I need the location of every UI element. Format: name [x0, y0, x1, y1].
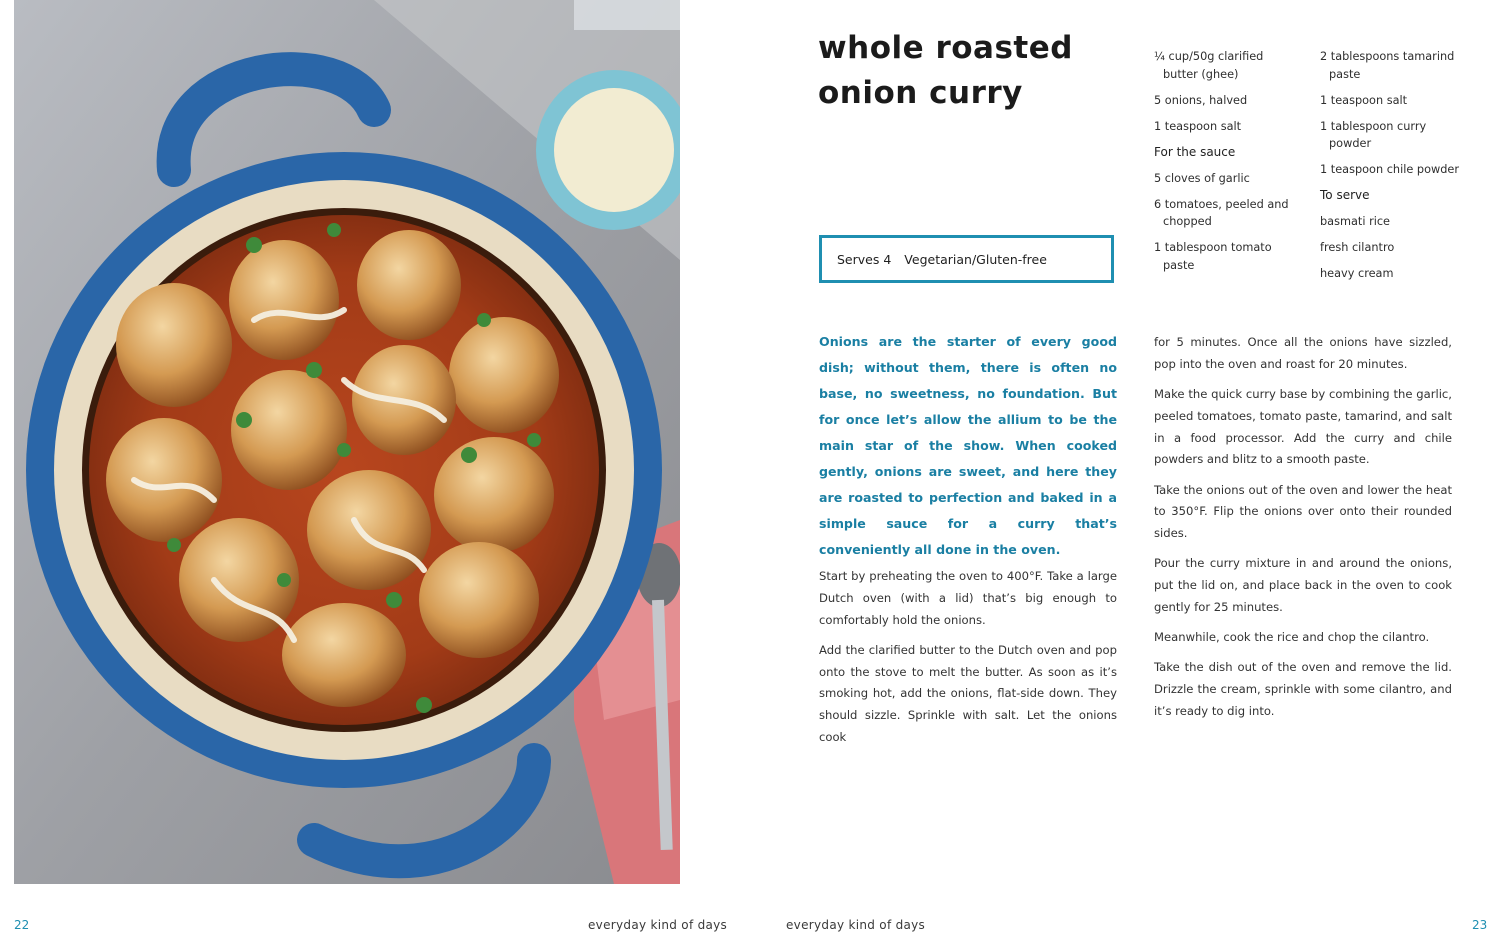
ingredients-column-2	[1320, 48, 1470, 291]
ingredient-item: 1 teaspoon salt	[1154, 119, 1242, 133]
ingredient-item: 5 onions, halved	[1154, 93, 1248, 107]
left-running-head: everyday kind of days	[588, 918, 728, 932]
method-column-1	[819, 566, 1117, 757]
method-paragraph: Take the onions out of the oven and lower the heat to 350°F. Flip the onions over onto their rounded sides.	[1154, 482, 1452, 541]
ingredient-item: fresh cilantro	[1320, 241, 1395, 254]
left-page-number: 22	[14, 918, 30, 932]
ingredient-item: 1 teaspoon chile powder	[1320, 163, 1459, 176]
ingredient-item: 1 teaspoon salt	[1320, 93, 1408, 107]
ingredient-item: 1 tablespoon tomato paste	[1154, 241, 1272, 272]
ingredient-subheading: To serve	[1320, 188, 1370, 202]
recipe-intro: Onions are the starter of every good dish; without them, there is often no base, no sweetness, no foundation. But for once let’s allow the allium to be the main star of the show. When cooked gently, onions are sweet, and here they are roasted to perfection and baked in a simple sauce for a curry that’s conveniently all done in the oven.	[819, 334, 1117, 557]
ingredient-item: ¼ cup/50g clarified butter (ghee)	[1154, 50, 1264, 81]
ingredient-item: 1 tablespoon curry powder	[1320, 119, 1427, 150]
ingredient-item: heavy cream	[1320, 267, 1394, 280]
recipe-title: whole roasted onion curry	[818, 30, 1073, 111]
diet-label: Vegetarian/Gluten-free	[904, 251, 1047, 267]
method-paragraph: Add the clarified butter to the Dutch oven and pop onto the stove to melt the butter. As soon as it’s smoking hot, add the onions, flat-side down. They should sizzle. Sprinkle with salt. Let the onions cook	[819, 642, 1117, 744]
serves-label: Serves 4	[837, 251, 892, 267]
right-running-head: everyday kind of days	[786, 918, 926, 932]
method-column-2	[1154, 332, 1452, 731]
method-paragraph: Pour the curry mixture in and around the onions, put the lid on, and place back in the oven to cook gently for 25 minutes.	[1154, 556, 1452, 614]
onion-curry-illustration	[14, 0, 680, 884]
ingredient-subheading: For the sauce	[1154, 144, 1236, 159]
method-paragraph: Start by preheating the oven to 400°F. Take a large Dutch oven (with a lid) that’s big enough to comfortably hold the onions.	[819, 569, 1117, 627]
ingredient-item: 6 tomatoes, peeled and chopped	[1154, 197, 1289, 228]
ingredient-item: 5 cloves of garlic	[1154, 171, 1250, 185]
serves-box	[819, 235, 1114, 283]
ingredient-item: basmati rice	[1320, 215, 1391, 228]
ingredients-column-1	[1154, 48, 1294, 283]
method-paragraph: Make the quick curry base by combining the garlic, peeled tomatoes, tomato paste, tamarind, and salt in a food processor. Add the curry and chile powders and blitz to a smooth paste.	[1154, 386, 1452, 467]
method-paragraph: Take the dish out of the oven and remove the lid. Drizzle the cream, sprinkle with some cilantro, and it’s ready to dig into.	[1154, 660, 1452, 718]
method-paragraph: for 5 minutes. Once all the onions have sizzled, pop into the oven and roast for 20 minutes.	[1154, 335, 1452, 371]
right-page-number: 23	[1472, 918, 1488, 932]
method-paragraph: Meanwhile, cook the rice and chop the cilantro.	[1154, 630, 1430, 645]
ingredient-item: 2 tablespoons tamarind paste	[1320, 50, 1455, 81]
recipe-photo	[14, 0, 680, 884]
